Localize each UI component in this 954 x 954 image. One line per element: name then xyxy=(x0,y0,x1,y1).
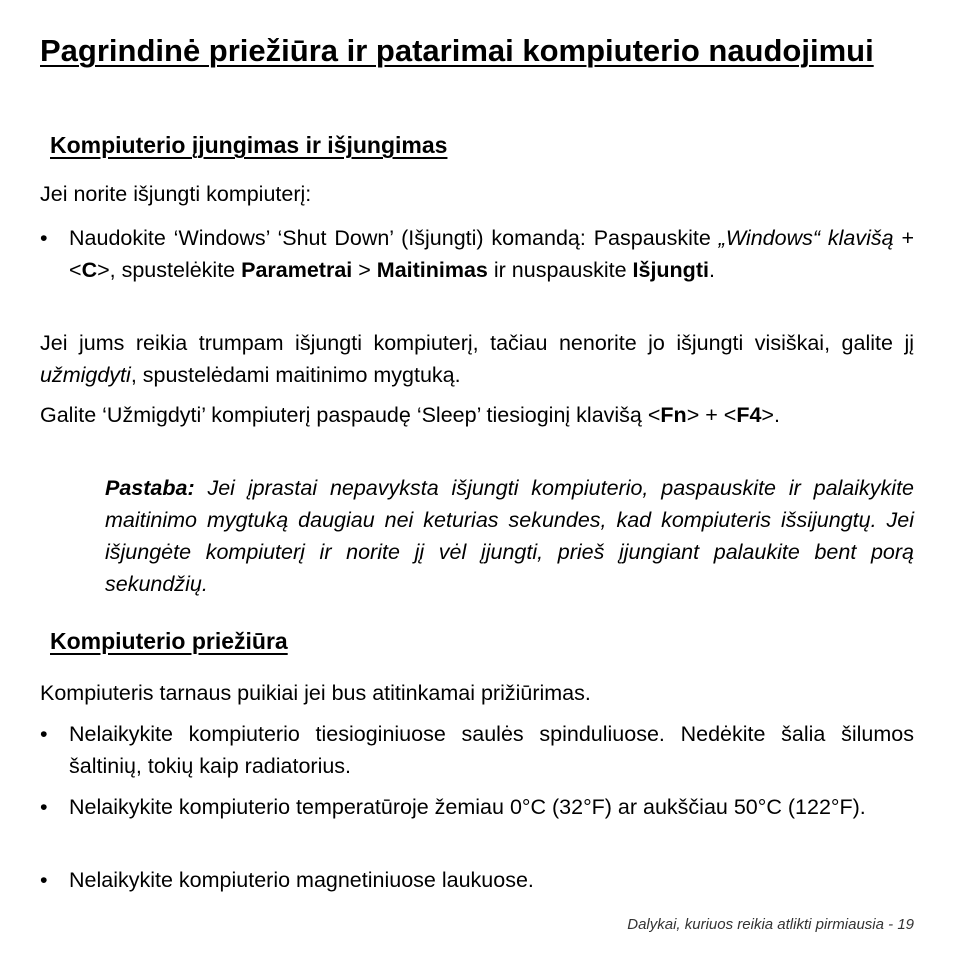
section-heading-care: Kompiuterio priežiūra xyxy=(50,628,288,654)
section-heading-power: Kompiuterio įjungimas ir išjungimas xyxy=(50,132,448,158)
sleep-hotkey-paragraph: Galite ‘Užmigdyti’ kompiuterį paspaudę ‘Sleep’ tiesioginį klavišą <Fn> + <F4>. xyxy=(40,403,780,427)
note-block xyxy=(105,472,914,600)
note-label: Pastaba: xyxy=(105,476,195,500)
power-intro: Jei norite išjungti kompiuterį: xyxy=(40,182,312,206)
list-item-text: Naudokite ‘Windows’ ‘Shut Down’ (Išjungti) komandą: Paspauskite „Windows“ klavišą + <C>, spustelėkite Parametrai > Maitinimas ir nuspauskite Išjungti. xyxy=(69,226,914,282)
bullet-symbol: • xyxy=(40,868,48,892)
list-item-text: Nelaikykite kompiuterio temperatūroje žemiau 0°C (32°F) ar aukščiau 50°C (122°F). xyxy=(69,795,866,819)
list-item-text: Nelaikykite kompiuterio tiesioginiuose saulės spinduliuose. Nedėkite šalia šilumos šaltinių, tokių kaip radiatorius. xyxy=(69,722,914,778)
list-item xyxy=(40,718,914,782)
list-item xyxy=(40,791,914,823)
bullet-symbol: • xyxy=(40,795,48,819)
list-item xyxy=(40,864,914,896)
sleep-paragraph: Jei jums reikia trumpam išjungti kompiuterį, tačiau nenorite jo išjungti visiškai, galite jį užmigdyti, spustelėdami maitinimo mygtuką. xyxy=(40,331,914,387)
bullet-symbol: • xyxy=(40,226,48,250)
bullet-symbol: • xyxy=(40,722,48,746)
page-title: Pagrindinė priežiūra ir patarimai kompiuterio naudojimui xyxy=(40,33,874,68)
note-text: Jei įprastai nepavyksta išjungti kompiuterio, paspauskite ir palaikykite maitinimo mygtuką daugiau nei keturias sekundes, kad kompiuteris išsijungtų. Jei išjungėte kompiuterį ir norite jį vėl įjungti, prieš įjungiant palaukite bent porą sekundžių. xyxy=(105,476,914,596)
care-intro: Kompiuteris tarnaus puikiai jei bus atitinkamai prižiūrimas. xyxy=(40,681,591,705)
page-footer: Dalykai, kuriuos reikia atlikti pirmiausia - 19 xyxy=(627,916,914,933)
list-item-shutdown xyxy=(40,222,914,286)
list-item-text: Nelaikykite kompiuterio magnetiniuose laukuose. xyxy=(69,868,534,892)
